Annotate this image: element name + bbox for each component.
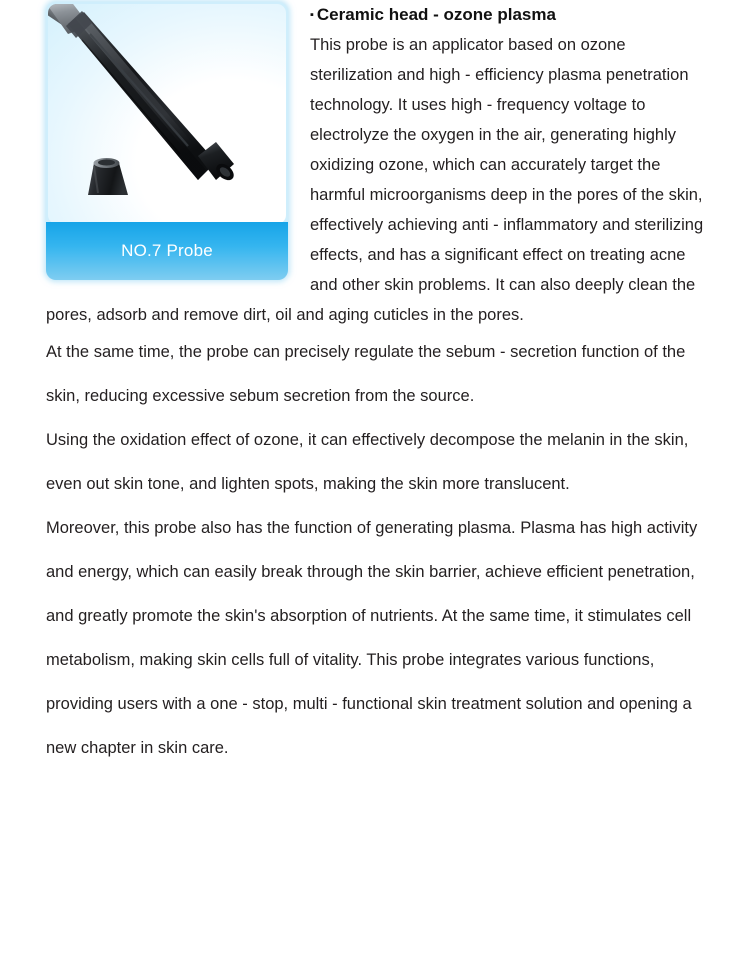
intro-paragraph: This probe is an applicator based on ozone sterilization and high - efficiency plasma penetration technology. It uses high - frequency voltage to electrolyze the oxygen in the air, generating highly oxidizing ozone, which can accurately target the harmful microorganisms deep in the pores of the skin, effectively achieving anti - inflammatory and sterilizing effects, and has a significant effect on treating acne and other skin problems. It can also deeply clean the pores, adsorb and remove dirt, oil and aging cuticles in the pores. (46, 36, 704, 324)
product-photo (48, 4, 286, 224)
probe-body (66, 11, 216, 180)
product-image-card (46, 2, 288, 280)
probe-illustration (48, 4, 286, 224)
paragraph-3: Moreover, this probe also has the function of generating plasma. Plasma has high activity and energy, which can easily break through the skin barrier, achieve efficient penetration, and greatly promote the skin's absorption of nutrients. At the same time, it stimulates cell metabolism, making skin cells full of vitality. This probe integrates various functions, providing users with a one - stop, multi - functional skin treatment solution and opening a new chapter in skin care. (46, 519, 698, 757)
paragraph-2: Using the oxidation effect of ozone, it can effectively decompose the melanin in the skin, even out skin tone, and lighten spots, making the skin more translucent. (46, 431, 689, 493)
paragraph-1: At the same time, the probe can precisely regulate the sebum - secretion function of the skin, reducing excessive sebum secretion from the source. (46, 343, 686, 405)
product-card-frame (46, 2, 288, 280)
product-card-caption: NO.7 Probe (46, 222, 288, 280)
square-bullet-icon: ▪ (310, 9, 314, 21)
section-heading-text: Ceramic head - ozone plasma (316, 5, 556, 24)
